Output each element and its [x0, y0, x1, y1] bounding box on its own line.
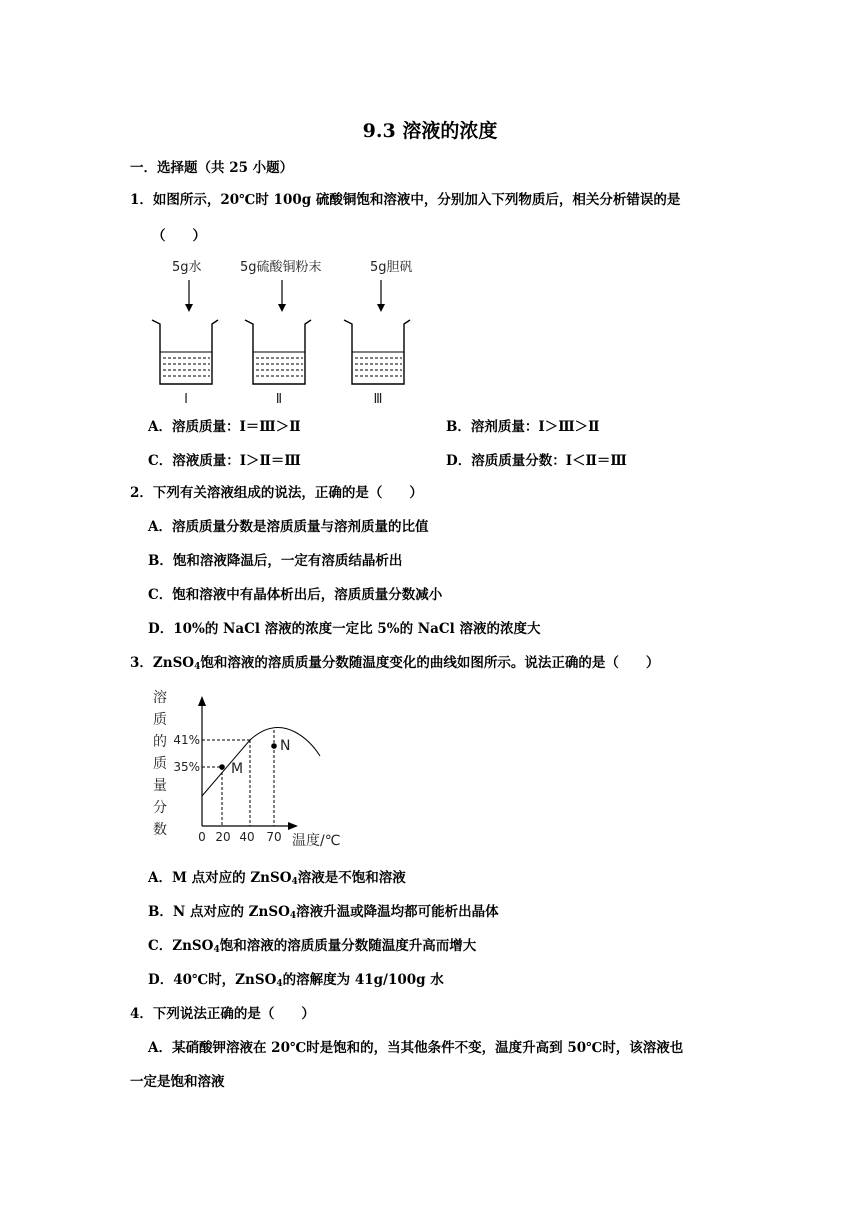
- point-n: [271, 743, 277, 749]
- q4-option-a-cont: 一定是饱和溶液: [130, 1074, 225, 1090]
- beaker-id-2: Ⅱ: [275, 392, 283, 407]
- q3-solubility-chart: [140, 684, 360, 854]
- solubility-curve: [202, 728, 320, 797]
- q3-option-a: A．M 点对应的 ZnSO$_4$溶液是不饱和溶液: [148, 870, 406, 887]
- q2-stem: 2．下列有关溶液组成的说法，正确的是（ ）: [130, 485, 423, 501]
- q1-option-b: B．溶剂质量：Ⅰ＞Ⅲ＞Ⅱ: [446, 419, 600, 435]
- page-title: 9.3 溶液的浓度: [362, 120, 498, 142]
- q2-option-c: C．饱和溶液中有晶体析出后，溶质质量分数减小: [148, 587, 443, 603]
- q1-option-c: C．溶液质量：Ⅰ＞Ⅱ＝Ⅲ: [148, 453, 301, 469]
- ylabel-char: 量: [153, 778, 167, 794]
- label-water: 5g水: [172, 260, 202, 275]
- beaker-id-3: Ⅲ: [373, 392, 383, 407]
- q2-option-d: D．10%的 NaCl 溶液的浓度一定比 5%的 NaCl 溶液的浓度大: [148, 621, 541, 637]
- ytick-41: 41%: [173, 733, 200, 747]
- ylabel-char: 分: [153, 800, 167, 816]
- q1-beaker-figure: [140, 254, 420, 412]
- q4-option-a: A．某硝酸钾溶液在 20℃时是饱和的，当其他条件不变，温度升高到 50℃时，该溶液也: [148, 1040, 684, 1056]
- q4-stem: 4．下列说法正确的是（ ）: [130, 1006, 315, 1022]
- ylabel-char: 质: [153, 756, 167, 772]
- ylabel-char: 质: [153, 712, 167, 728]
- label-copper-sulfate: 5g硫酸铜粉末: [240, 260, 322, 275]
- point-m-label: M: [231, 761, 244, 777]
- xtick-0: 0: [198, 830, 206, 844]
- beaker-id-1: Ⅰ: [184, 392, 188, 407]
- q1-option-d: D．溶质质量分数：Ⅰ＜Ⅱ＝Ⅲ: [446, 453, 627, 469]
- q3-option-d: D．40℃时，ZnSO$_4$的溶解度为 41g/100g 水: [148, 972, 444, 989]
- ylabel-char: 数: [153, 822, 167, 838]
- point-n-label: N: [280, 738, 291, 754]
- xtick-20: 20: [215, 830, 231, 844]
- ylabel-char: 的: [153, 734, 167, 750]
- q1-stem-bracket: （ ）: [152, 228, 206, 244]
- q3-option-c: C．ZnSO$_4$饱和溶液的溶质质量分数随温度升高而增大: [148, 938, 477, 955]
- q2-option-b: B．饱和溶液降温后，一定有溶质结晶析出: [148, 553, 403, 569]
- label-blue-vitriol: 5g胆矾: [370, 260, 413, 275]
- xtick-70: 70: [266, 830, 282, 844]
- q2-option-a: A．溶质质量分数是溶质质量与溶剂质量的比值: [148, 519, 429, 535]
- x-axis-arrow: [288, 822, 298, 830]
- y-axis-arrow: [198, 696, 206, 706]
- xtick-40: 40: [239, 830, 255, 844]
- q1-option-a: A．溶质质量：Ⅰ＝Ⅲ＞Ⅱ: [148, 419, 301, 435]
- point-m: [219, 764, 225, 770]
- ytick-35: 35%: [173, 760, 200, 774]
- q1-stem: 1．如图所示，20℃时 100g 硫酸铜饱和溶液中，分别加入下列物质后，相关分析错误的是: [130, 192, 681, 208]
- section-heading: 一．选择题（共 25 小题）: [130, 160, 294, 176]
- q3-stem: 3．ZnSO$_4$饱和溶液的溶质质量分数随温度变化的曲线如图所示。说法正确的是（ ）: [130, 655, 660, 672]
- xlabel: 温度/℃: [292, 833, 341, 849]
- ylabel-char: 溶: [153, 690, 167, 706]
- q3-option-b: B．N 点对应的 ZnSO$_4$溶液升温或降温均都可能析出晶体: [148, 904, 499, 921]
